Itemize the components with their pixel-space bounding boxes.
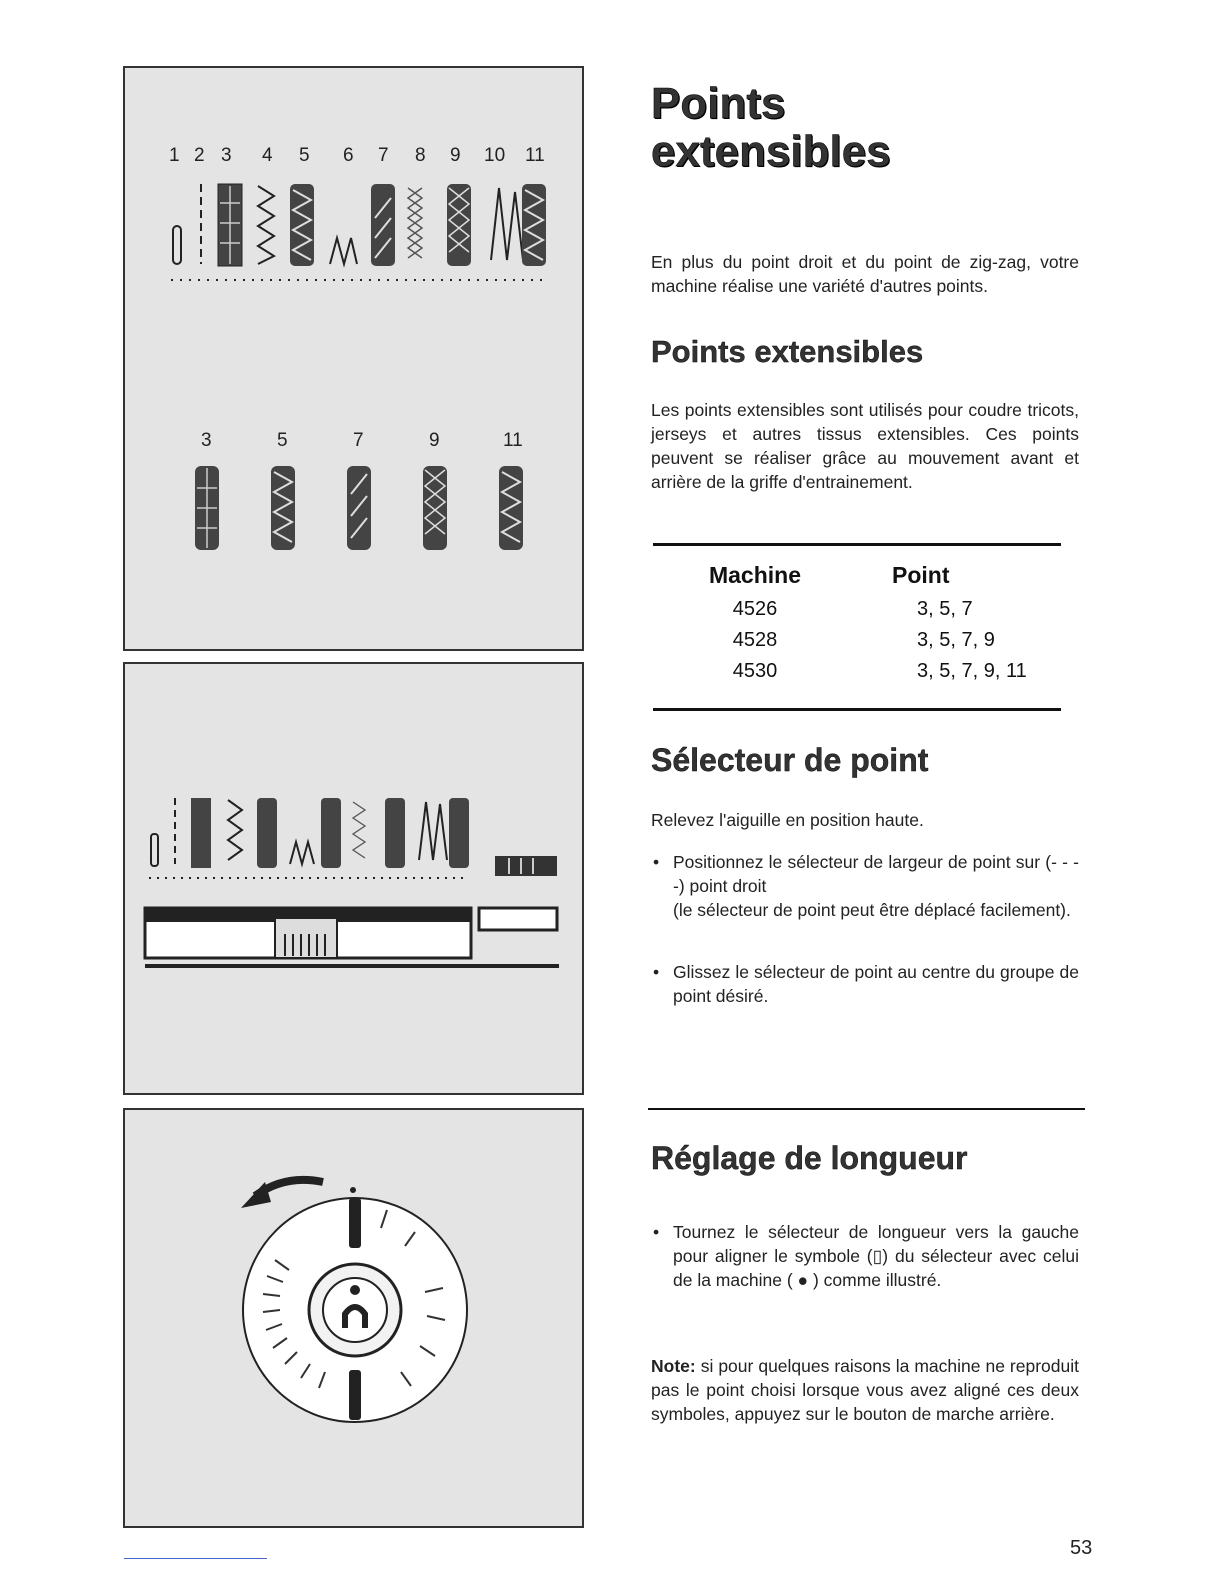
- list-item: [651, 850, 1079, 922]
- selecteur-bullets: [651, 850, 1079, 1008]
- table-cell-point: 3, 5, 7, 9, 11: [917, 660, 1027, 682]
- stitch-chart-figure: [123, 66, 584, 651]
- stitch-number: 1: [169, 145, 180, 166]
- machine-point-table: [653, 560, 1061, 688]
- stitch-number: 2: [194, 145, 205, 166]
- stitch-number: 11: [525, 145, 545, 166]
- group-number: 7: [353, 430, 364, 451]
- stitch-icons: [125, 68, 586, 653]
- group-number: 9: [429, 430, 440, 451]
- table-row: [653, 657, 1061, 688]
- stitch-number: 7: [378, 145, 389, 166]
- page-title: [651, 80, 891, 176]
- selector-illustration: [125, 664, 586, 1097]
- section-title-selecteur: Sélecteur de point: [651, 742, 929, 778]
- stitch-number: 3: [221, 145, 232, 166]
- table-top-rule: [653, 543, 1061, 546]
- section-divider: [648, 1108, 1085, 1110]
- stitch-number: 10: [484, 145, 506, 166]
- table-header-machine: Machine: [708, 562, 802, 588]
- stitch-number: 5: [299, 145, 310, 166]
- page-title-line2: extensibles: [651, 127, 891, 176]
- table-header-point: Point: [892, 562, 950, 588]
- stitch-number: 9: [450, 145, 461, 166]
- footer-line: [124, 1558, 267, 1559]
- list-item: • Glissez le sélecteur de point au centre du groupe de point désiré.: [651, 960, 1079, 1008]
- table-cell-machine: 4530: [732, 660, 778, 682]
- list-item: • Tournez le sélecteur de longueur vers la gauche pour aligner le symbole (▯) du sélecteur avec celui de la machine ( ● ) comme illustré.: [651, 1220, 1079, 1292]
- stitch-number: 6: [343, 145, 354, 166]
- group-number: 11: [503, 430, 523, 451]
- table-bottom-rule: [653, 708, 1061, 711]
- group-number: 5: [277, 430, 288, 451]
- note-text: si pour quelques raisons la machine ne reproduit pas le point choisi lorsque vous avez aligné ces deux symboles, appuyez sur le bouton de marche arrière.: [651, 1356, 1079, 1424]
- bullet1-line2: (le sélecteur de point peut être déplacé facilement).: [673, 900, 1071, 920]
- bullet1-line1: Positionnez le sélecteur de largeur de point sur (- - - -) point droit: [673, 852, 1079, 896]
- stitch-number: 4: [262, 145, 273, 166]
- reglage-bullets: [651, 1220, 1079, 1292]
- section-title-points-extensibles: Points extensibles: [651, 334, 924, 369]
- note-paragraph: [651, 1354, 1079, 1426]
- intro-paragraph: En plus du point droit et du point de zig-zag, votre machine réalise une variété d'autres points.: [651, 252, 1079, 296]
- length-dial-illustration: [125, 1110, 586, 1530]
- table-row: [653, 626, 1061, 657]
- table-cell-machine: 4526: [732, 598, 778, 620]
- table-cell-point: 3, 5, 7, 9: [917, 629, 995, 651]
- section-title-reglage: Réglage de longueur: [651, 1140, 968, 1176]
- page-title-line1: Points: [651, 79, 786, 128]
- section-paragraph-points-extensibles: Les points extensibles sont utilisés pour coudre tricots, jerseys et autres tissus extensibles. Ces points peuvent se réaliser grâce au mouvement avant et arrière de la griffe d'entrainement.: [651, 400, 1079, 492]
- length-dial-figure: [123, 1108, 584, 1528]
- selecteur-intro: Relevez l'aiguille en position haute.: [651, 810, 924, 830]
- stitch-number: 8: [415, 145, 426, 166]
- table-cell-point: 3, 5, 7: [917, 598, 973, 620]
- table-cell-machine: 4528: [732, 629, 778, 651]
- group-number: 3: [201, 430, 212, 451]
- table-row: [653, 595, 1061, 626]
- note-label: Note:: [651, 1356, 696, 1376]
- stitch-selector-figure: [123, 662, 584, 1095]
- page-number: 53: [1070, 1537, 1093, 1559]
